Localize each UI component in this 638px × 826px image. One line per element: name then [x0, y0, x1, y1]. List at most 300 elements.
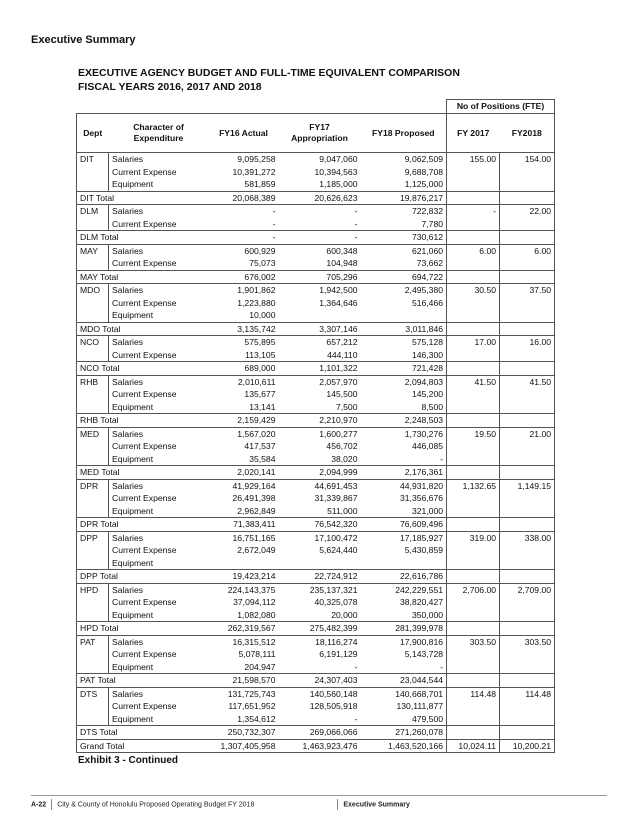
- fte17-total: [447, 231, 500, 245]
- table-row: [77, 375, 555, 388]
- fte18-total: [500, 674, 555, 688]
- expenditure-type: Equipment: [109, 713, 209, 726]
- fy16-value: 117,651,952: [228, 701, 276, 711]
- dept-code: MDO: [77, 284, 109, 297]
- table-header-row: [77, 114, 555, 153]
- fte17-value: 30.50: [447, 284, 500, 297]
- dept-code: [77, 453, 109, 466]
- fy18-value: 73,662: [416, 258, 444, 268]
- table-row: [77, 687, 555, 700]
- expenditure-type: Current Expense: [109, 700, 209, 713]
- fy18-value: 7,780: [421, 218, 444, 229]
- fy16-value: 2,010,611: [237, 376, 276, 387]
- fy17-value: 104,948: [326, 258, 358, 268]
- fy18-total: 694,722: [361, 270, 447, 284]
- fy18-value: [361, 309, 447, 322]
- fy18-total: 730,612: [361, 231, 447, 245]
- dept-total-label: NCO Total: [77, 362, 209, 376]
- fte17-value: [447, 309, 500, 322]
- dept-code: DTS: [77, 687, 109, 700]
- fte17-value: 303.50: [447, 635, 500, 648]
- fy18-total: 271,260,078: [361, 726, 447, 740]
- table-row: [77, 401, 555, 414]
- fte17-value: [447, 401, 500, 414]
- fy17-total: 76,542,320: [279, 518, 361, 532]
- fy18-value: 38,820,427: [400, 597, 444, 607]
- table-row: [77, 492, 555, 505]
- dept-total-label: PAT Total: [77, 674, 209, 688]
- fte18-value: [500, 218, 555, 231]
- fte17-value: -: [447, 205, 500, 218]
- fy17-value: 128,505,918: [309, 701, 358, 711]
- fte17-value: 114.48: [447, 687, 500, 700]
- fy17-value: 6,191,129: [319, 649, 358, 659]
- fy17-value: 235,137,321: [309, 584, 358, 595]
- dept-total-row: [77, 362, 555, 376]
- fy18-value: 146,300: [411, 349, 444, 360]
- expenditure-type: Salaries: [109, 687, 209, 700]
- fte17-value: 1,132.65: [447, 479, 500, 492]
- grand-total-row: [77, 739, 555, 753]
- fy17-value: 1,942,500: [319, 285, 358, 295]
- fte18-value: 16.00: [500, 336, 555, 349]
- expenditure-type: Salaries: [109, 153, 209, 166]
- header-dept: Dept: [77, 114, 109, 153]
- fy16-value: [209, 557, 279, 570]
- table-row: [77, 596, 555, 609]
- dept-total-row: [77, 231, 555, 245]
- expenditure-type: Equipment: [109, 661, 209, 674]
- fte17-value: [447, 648, 500, 661]
- table-row: [77, 661, 555, 674]
- expenditure-type: Salaries: [109, 244, 209, 257]
- fy17-total: 269,066,066: [279, 726, 361, 740]
- fy16-total: 2,020,141: [209, 466, 279, 480]
- dept-code: [77, 505, 109, 518]
- dept-code: [77, 297, 109, 310]
- fy17-value: 5,624,440: [319, 545, 358, 555]
- fy17-value: 9,047,060: [319, 154, 358, 164]
- fte18-value: [500, 700, 555, 713]
- dept-total-label: MED Total: [77, 466, 209, 480]
- report-title: [78, 66, 460, 94]
- table-row: [77, 336, 555, 349]
- fte18-value: [500, 453, 555, 466]
- dept-code: NCO: [77, 336, 109, 349]
- fy18-value: 350,000: [411, 609, 444, 620]
- fy18-value: -: [440, 453, 444, 464]
- expenditure-type: Salaries: [109, 479, 209, 492]
- fy16-total: 250,732,307: [209, 726, 279, 740]
- expenditure-type: Current Expense: [109, 388, 209, 401]
- fte18-value: 2,709.00: [500, 583, 555, 596]
- dept-code: HPD: [77, 583, 109, 596]
- dept-total-row: [77, 191, 555, 205]
- fy18-value: 446,085: [411, 441, 444, 451]
- dept-total-label: MDO Total: [77, 322, 209, 336]
- fte18-value: [500, 178, 555, 191]
- fy18-total: 19,876,217: [361, 191, 447, 205]
- fy18-value: 44,931,820: [400, 480, 444, 491]
- fy16-total: 676,002: [209, 270, 279, 284]
- fy16-value: 1,567,020: [237, 428, 276, 439]
- dept-total-row: [77, 570, 555, 584]
- fte18-total: [500, 231, 555, 245]
- fy16-value: 417,537: [244, 441, 276, 451]
- fy17-value: 2,057,970: [319, 376, 358, 387]
- fy16-value: 204,947: [244, 661, 276, 672]
- dept-total-row: [77, 622, 555, 636]
- fy17-total: 2,094,999: [279, 466, 361, 480]
- expenditure-type: Salaries: [109, 284, 209, 297]
- fy16-value: 5,078,111: [238, 649, 276, 659]
- dept-code: [77, 349, 109, 362]
- expenditure-type: Current Expense: [109, 349, 209, 362]
- fy16-value: -: [272, 218, 276, 229]
- fte18-value: [500, 349, 555, 362]
- fy16-value: 1,082,080: [237, 609, 276, 620]
- dept-total-row: [77, 322, 555, 336]
- grand-total-fy18: 1,463,520,166: [361, 739, 447, 753]
- fy18-total: 3,011,846: [361, 322, 447, 336]
- expenditure-type: Current Expense: [109, 596, 209, 609]
- fy17-value: 18,116,274: [315, 636, 358, 647]
- fy17-value: 1,364,646: [319, 297, 358, 308]
- dept-total-label: HPD Total: [77, 622, 209, 636]
- table-row: [77, 700, 555, 713]
- fte18-value: 37.50: [500, 284, 555, 297]
- fte18-value: 21.00: [500, 427, 555, 440]
- expenditure-type: Salaries: [109, 336, 209, 349]
- expenditure-type: Salaries: [109, 427, 209, 440]
- fte18-value: 303.50: [500, 635, 555, 648]
- fy16-value: 13,141: [249, 401, 276, 412]
- table-row: [77, 178, 555, 191]
- table-row: [77, 218, 555, 231]
- fy18-total: 281,399,978: [361, 622, 447, 636]
- expenditure-type: Salaries: [109, 635, 209, 648]
- fy16-total: 19,423,214: [209, 570, 279, 584]
- fy17-value: 657,212: [326, 337, 358, 347]
- fy17-value: -: [354, 218, 358, 229]
- table-row: [77, 557, 555, 570]
- fte17-value: 2,706.00: [447, 583, 500, 596]
- dept-code: MED: [77, 427, 109, 440]
- fy17-value: 20,000: [331, 609, 358, 620]
- fte18-value: 154.00: [500, 153, 555, 166]
- fy18-value: 8,500: [421, 401, 444, 412]
- expenditure-type: Salaries: [109, 205, 209, 218]
- report-title-line2: FISCAL YEARS 2016, 2017 AND 2018: [78, 81, 262, 93]
- table-row: [77, 713, 555, 726]
- fy18-value: 1,125,000: [404, 179, 444, 189]
- expenditure-type: Current Expense: [109, 257, 209, 270]
- table-row: [77, 583, 555, 596]
- fte18-value: [500, 492, 555, 505]
- fte17-value: [447, 218, 500, 231]
- dept-code: [77, 492, 109, 505]
- fte18-total: [500, 191, 555, 205]
- expenditure-type: Current Expense: [109, 492, 209, 505]
- dept-code: [77, 166, 109, 179]
- fte17-value: [447, 544, 500, 557]
- footer-rule: [31, 795, 607, 796]
- fy18-value: 31,356,676: [400, 493, 444, 503]
- exhibit-caption: Exhibit 3 - Continued: [78, 755, 178, 766]
- fy16-value: 600,929: [244, 245, 276, 256]
- table-row: [77, 388, 555, 401]
- fte17-total: [447, 622, 500, 636]
- fy16-value: 16,315,512: [232, 636, 276, 647]
- fte17-value: [447, 609, 500, 622]
- fy16-total: 2,159,429: [209, 414, 279, 428]
- section-title: Executive Summary: [31, 34, 136, 46]
- page-footer: [31, 799, 607, 811]
- dept-code: [77, 557, 109, 570]
- dept-code: [77, 700, 109, 713]
- fy17-total: 22,724,912: [279, 570, 361, 584]
- fte17-value: [447, 349, 500, 362]
- fy16-total: 20,068,389: [209, 191, 279, 205]
- dept-code: [77, 609, 109, 622]
- table-row: [77, 505, 555, 518]
- fy18-value: [361, 557, 447, 570]
- fte17-value: [447, 557, 500, 570]
- dept-code: RHB: [77, 375, 109, 388]
- fte17-total: [447, 466, 500, 480]
- fy16-value: 224,143,375: [227, 584, 276, 595]
- positions-header: No of Positions (FTE): [447, 100, 555, 114]
- dept-code: [77, 544, 109, 557]
- fte18-value: [500, 401, 555, 414]
- fte18-value: [500, 388, 555, 401]
- dept-code: [77, 596, 109, 609]
- fte18-value: [500, 661, 555, 674]
- fy18-value: 1,730,276: [404, 428, 444, 439]
- fte18-value: [500, 544, 555, 557]
- grand-total-fte18: 10,200.21: [500, 739, 555, 753]
- fy18-value: 321,000: [411, 505, 444, 516]
- fte18-total: [500, 570, 555, 584]
- fte18-value: [500, 257, 555, 270]
- expenditure-type: Salaries: [109, 531, 209, 544]
- fte17-value: 17.00: [447, 336, 500, 349]
- table-row: [77, 531, 555, 544]
- table-row: [77, 166, 555, 179]
- fte17-value: [447, 388, 500, 401]
- fy17-value: -: [354, 206, 358, 216]
- grand-total-fte17: 10,024.11: [447, 739, 500, 753]
- table-row: [77, 284, 555, 297]
- dept-code: [77, 440, 109, 453]
- fte18-value: 338.00: [500, 531, 555, 544]
- expenditure-type: Equipment: [109, 309, 209, 322]
- fy18-value: 130,111,877: [396, 701, 444, 711]
- fte17-total: [447, 726, 500, 740]
- fte17-value: 155.00: [447, 153, 500, 166]
- fy16-value: 9,095,258: [237, 154, 276, 164]
- fy17-total: 24,307,403: [279, 674, 361, 688]
- fy16-total: 71,383,411: [209, 518, 279, 532]
- expenditure-type: Current Expense: [109, 544, 209, 557]
- fy17-total: 20,626,623: [279, 191, 361, 205]
- dept-code: DLM: [77, 205, 109, 218]
- fte18-total: [500, 414, 555, 428]
- fy17-value: 511,000: [327, 505, 358, 516]
- fte17-value: 19.50: [447, 427, 500, 440]
- dept-total-label: DTS Total: [77, 726, 209, 740]
- fy16-value: 135,677: [244, 389, 276, 399]
- fy17-total: 275,482,399: [279, 622, 361, 636]
- dept-total-label: DPR Total: [77, 518, 209, 532]
- dept-code: [77, 401, 109, 414]
- expenditure-type: Equipment: [109, 453, 209, 466]
- header-character: Character of Expenditure: [109, 114, 209, 153]
- fte18-total: [500, 622, 555, 636]
- expenditure-type: Equipment: [109, 609, 209, 622]
- fte17-total: [447, 674, 500, 688]
- fte17-value: [447, 492, 500, 505]
- header-fte18: FY2018: [500, 114, 555, 153]
- fy18-value: 575,128: [411, 337, 444, 347]
- fte17-total: [447, 414, 500, 428]
- fy18-value: 2,495,380: [404, 285, 444, 295]
- dept-code: MAY: [77, 244, 109, 257]
- table-row: [77, 309, 555, 322]
- fy17-value: 7,500: [335, 401, 358, 412]
- fy16-value: 41,929,164: [232, 480, 276, 491]
- fte18-value: [500, 713, 555, 726]
- fy17-value: 456,702: [326, 441, 358, 451]
- fte18-value: [500, 648, 555, 661]
- fy16-value: 2,962,849: [237, 505, 276, 516]
- expenditure-type: Salaries: [109, 583, 209, 596]
- header-fy17: FY17 Appropriation: [279, 114, 361, 153]
- fy17-value: 1,600,277: [319, 428, 358, 439]
- fte17-value: [447, 505, 500, 518]
- budget-table: [76, 99, 555, 753]
- table-row: [77, 205, 555, 218]
- fy18-value: 17,185,927: [400, 532, 444, 543]
- fte17-value: [447, 713, 500, 726]
- dept-code: [77, 218, 109, 231]
- fte17-value: 41.50: [447, 375, 500, 388]
- fy17-value: -: [354, 661, 358, 672]
- grand-total-label: Grand Total: [77, 739, 209, 753]
- expenditure-type: Equipment: [109, 505, 209, 518]
- fy16-value: 10,391,272: [232, 166, 276, 177]
- fte18-value: [500, 609, 555, 622]
- fy18-value: 140,668,701: [395, 688, 444, 699]
- fte18-value: [500, 297, 555, 310]
- dept-total-label: DLM Total: [77, 231, 209, 245]
- table-row: [77, 635, 555, 648]
- dept-total-row: [77, 414, 555, 428]
- header-fy16: FY16 Actual: [209, 114, 279, 153]
- fy18-total: 2,176,361: [361, 466, 447, 480]
- fte17-total: [447, 191, 500, 205]
- fte17-value: [447, 700, 500, 713]
- fy18-total: 23,044,544: [361, 674, 447, 688]
- expenditure-type: Current Expense: [109, 297, 209, 310]
- fte18-total: [500, 322, 555, 336]
- table-row: [77, 297, 555, 310]
- fte18-total: [500, 726, 555, 740]
- grand-total-fy17: 1,463,923,476: [279, 739, 361, 753]
- expenditure-type: Current Expense: [109, 166, 209, 179]
- fy16-value: 575,895: [244, 337, 276, 347]
- fy17-value: 600,348: [326, 245, 358, 256]
- fy16-value: 10,000: [249, 310, 276, 320]
- dept-code: [77, 388, 109, 401]
- dept-total-row: [77, 270, 555, 284]
- fy17-value: 44,691,453: [314, 480, 358, 491]
- fy18-total: 76,609,496: [361, 518, 447, 532]
- fy17-value: [279, 309, 361, 322]
- fy17-value: 17,100,472: [314, 532, 358, 543]
- fy17-value: 444,110: [327, 349, 358, 360]
- table-row: [77, 609, 555, 622]
- grand-total-fy16: 1,307,405,958: [209, 739, 279, 753]
- fy17-total: 1,101,322: [279, 362, 361, 376]
- fy17-value: 10,394,563: [314, 166, 358, 177]
- table-row: [77, 427, 555, 440]
- fy18-value: 17,900,816: [400, 636, 444, 647]
- fy16-value: 37,094,112: [233, 597, 276, 607]
- fy16-value: 1,901,862: [237, 285, 276, 295]
- table-row: [77, 648, 555, 661]
- fy16-value: 581,859: [244, 179, 276, 189]
- dept-code: [77, 309, 109, 322]
- table-row: [77, 257, 555, 270]
- fy17-value: 40,325,078: [314, 597, 358, 607]
- fy17-value: [279, 557, 361, 570]
- fy18-value: 242,229,551: [395, 584, 444, 595]
- fte17-value: [447, 453, 500, 466]
- fy17-total: 2,210,970: [279, 414, 361, 428]
- fy17-total: -: [279, 231, 361, 245]
- dept-code: [77, 661, 109, 674]
- header-fy18: FY18 Proposed: [361, 114, 447, 153]
- fy16-total: 3,135,742: [209, 322, 279, 336]
- fte18-value: 1,149.15: [500, 479, 555, 492]
- dept-code: [77, 178, 109, 191]
- fy16-value: 2,672,049: [237, 545, 276, 555]
- fte18-value: 41.50: [500, 375, 555, 388]
- fy16-value: 16,751,165: [232, 532, 276, 543]
- fy16-value: 1,354,612: [237, 713, 276, 724]
- fte17-total: [447, 518, 500, 532]
- fy18-value: 145,200: [411, 389, 444, 399]
- fte18-value: [500, 505, 555, 518]
- table-row: [77, 440, 555, 453]
- fy17-value: 38,020: [331, 453, 358, 464]
- fy17-value: 1,185,000: [319, 179, 358, 189]
- fy17-value: 140,560,148: [309, 688, 358, 699]
- report-title-line1: EXECUTIVE AGENCY BUDGET AND FULL-TIME EQUIVALENT COMPARISON: [78, 67, 460, 79]
- fte18-value: 114.48: [500, 687, 555, 700]
- fte18-value: [500, 557, 555, 570]
- fy17-value: 145,500: [326, 389, 358, 399]
- fy16-value: -: [272, 206, 276, 216]
- fy16-value: 26,491,398: [232, 493, 276, 503]
- table-row: [77, 453, 555, 466]
- fy18-value: 722,832: [411, 206, 444, 216]
- fy16-value: 35,584: [249, 453, 276, 464]
- table-row: [77, 244, 555, 257]
- dept-code: DIT: [77, 153, 109, 166]
- fy16-total: -: [209, 231, 279, 245]
